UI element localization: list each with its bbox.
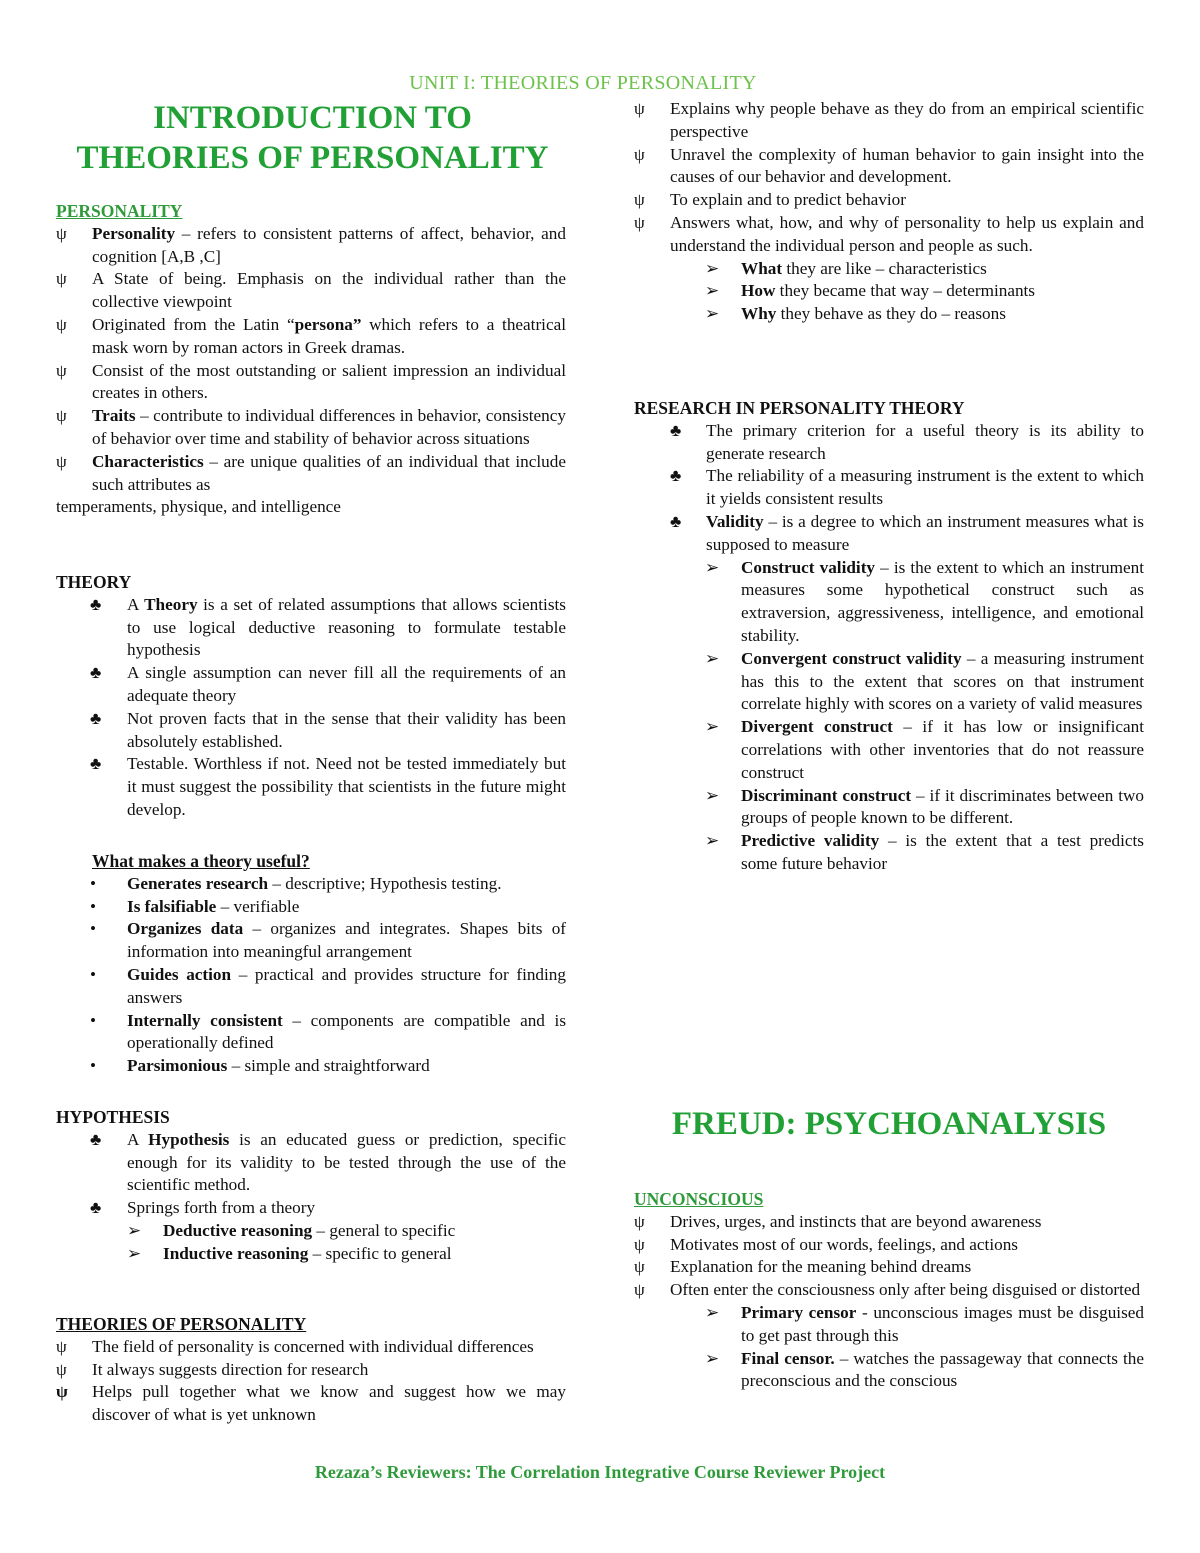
list-item: ψ Unravel the complexity of human behavior to gain insight into the causes of our behavior and development. (634, 144, 1144, 187)
psi-bullet-icon: ψ (56, 406, 67, 426)
arrow-bullet-icon: ➢ (705, 557, 720, 577)
psi-bullet-icon: ψ (634, 1211, 645, 1231)
theory-section (56, 571, 566, 822)
page-title (40, 98, 585, 178)
page-footer: Rezaza’s Reviewers: The Correlation Integrative Course Reviewer Project (314, 1462, 886, 1482)
psi-bullet-icon: ψ (56, 269, 67, 289)
psi-bullet-icon: ψ (634, 1280, 645, 1300)
research-section (634, 397, 1144, 876)
list-item: ➢ Discriminant construct – if it discriminates between two groups of people known to be different. (705, 785, 1144, 828)
dot-bullet-icon: • (90, 964, 97, 984)
arrow-bullet-icon: ➢ (705, 785, 720, 805)
theory-heading: THEORY (56, 572, 132, 592)
arrow-bullet-icon: ➢ (705, 648, 720, 668)
psi-bullet-icon: ψ (634, 144, 645, 164)
psi-bullet-icon: ψ (56, 314, 67, 334)
club-bullet-icon: ♣ (90, 754, 102, 774)
list-item: ψ Originated from the Latin “persona” which refers to a theatrical mask worn by roman actors in Greek dramas. (56, 314, 566, 357)
list-item: ♣ A single assumption can never fill all the requirements of an adequate theory (90, 663, 566, 705)
personality-section (56, 200, 566, 519)
personality-list (56, 223, 566, 497)
list-item: • Organizes data – organizes and integrates. Shapes bits of information into meaningful arrangement (90, 919, 567, 962)
useful-heading: What makes a theory useful? (92, 851, 310, 871)
unit-header: UNIT I: THEORIES OF PERSONALITY (409, 72, 757, 94)
psi-bullet-icon: ψ (56, 1359, 67, 1379)
psi-bullet-icon: ψ (56, 223, 67, 243)
list-item: ♣ The reliability of a measuring instrument is the extent to which it yields consistent results (670, 466, 1144, 509)
arrow-bullet-icon: ➢ (705, 1302, 720, 1322)
research-list (634, 420, 1144, 557)
page-title-line-1: INTRODUCTION TO (153, 100, 472, 136)
list-item: ➢ Convergent construct validity – a measuring instrument has this to the extent that scores on that instrument correlate highly with scores on a variety of valid measures (705, 648, 1145, 714)
club-bullet-icon: ♣ (90, 594, 102, 614)
unconscious-sub-list (634, 1302, 1144, 1393)
theory-list (56, 594, 566, 822)
list-item: ♣ Not proven facts that in the sense that their validity has been absolutely established. (90, 708, 566, 751)
theories-heading: THEORIES OF PERSONALITY (56, 1314, 307, 1334)
hypothesis-section (56, 1106, 566, 1266)
list-item: ➢ Final censor. – watches the passageway that connects the preconscious and the conscious (705, 1348, 1144, 1391)
psi-bullet-icon: ψ (56, 451, 67, 471)
list-item: ➢ Deductive reasoning – general to specific (56, 1220, 566, 1243)
arrow-bullet-icon: ➢ (705, 1348, 720, 1368)
research-sub-list (634, 557, 1144, 876)
dot-bullet-icon: • (90, 1056, 97, 1076)
list-item: • Parsimonious – simple and straightforward (56, 1055, 566, 1078)
list-item: ψ Consist of the most outstanding or salient impression an individual creates in others. (56, 360, 566, 403)
theories-list (56, 1336, 566, 1427)
club-bullet-icon: ♣ (90, 663, 102, 683)
list-item: ψ Personality – refers to consistent patterns of affect, behavior, and cognition [A,B ,C] (56, 223, 566, 266)
list-item: ψ Explanation for the meaning behind dreams (634, 1256, 1144, 1279)
list-item: ψ Motivates most of our words, feelings, and actions (634, 1234, 1144, 1257)
club-bullet-icon: ♣ (670, 511, 682, 531)
psi-bullet-icon: ψ (634, 212, 645, 232)
list-item: ψ Drives, urges, and instincts that are beyond awareness (634, 1211, 1144, 1234)
unconscious-list (634, 1211, 1144, 1302)
purpose-section (634, 98, 1144, 326)
freud-title: FREUD: PSYCHOANALYSIS (671, 1106, 1107, 1142)
useful-section (56, 850, 566, 1078)
dot-bullet-icon: • (90, 1010, 97, 1030)
list-item: ψ Helps pull together what we know and suggest how we may discover of what is yet unknown (56, 1382, 566, 1425)
list-item: ψ Answers what, how, and why of personality to help us explain and understand the individual person and people as such. (634, 212, 1144, 255)
list-item: ➢ Construct validity – is the extent to which an instrument measures some hypothetical construct such as extraversion, aggressiveness, intelligence, and emotional stability. (705, 557, 1144, 645)
list-item: ♣ Validity – is a degree to which an instrument measures what is supposed to measure (670, 511, 1144, 554)
arrow-bullet-icon: ➢ (127, 1220, 142, 1240)
psi-bullet-icon: ψ (56, 1336, 67, 1356)
useful-list (56, 873, 566, 1078)
arrow-bullet-icon: ➢ (705, 717, 720, 737)
list-item: ψ To explain and to predict behavior (634, 189, 1144, 212)
hypothesis-list (56, 1129, 566, 1220)
list-item: ψ Often enter the consciousness only after being disguised or distorted (634, 1279, 1144, 1302)
club-bullet-icon: ♣ (90, 708, 102, 728)
purpose-list (634, 98, 1144, 258)
list-item: ψ Explains why people behave as they do from an empirical scientific perspective (634, 99, 1144, 141)
psi-bullet-icon: ψ (634, 99, 645, 118)
unconscious-heading: UNCONSCIOUS (634, 1189, 764, 1209)
list-item: ♣ A Theory is a set of related assumptions that allows scientists to use logical deductive reasoning to formulate testable hypothesis (90, 594, 566, 660)
list-item: ➢ Why they behave as they do – reasons (634, 303, 1144, 326)
list-item: ψ Characteristics – are unique qualities of an individual that include such attributes as (56, 451, 566, 494)
dot-bullet-icon: • (90, 896, 97, 916)
arrow-bullet-icon: ➢ (705, 304, 720, 324)
list-item: ➢ Primary censor - unconscious images must be disguised to get past through this (705, 1302, 1144, 1345)
list-item: ♣ A Hypothesis is an educated guess or prediction, specific enough for its validity to be tested through the use of the scientific method. (90, 1129, 566, 1195)
theories-section (56, 1313, 566, 1427)
arrow-bullet-icon: ➢ (705, 831, 720, 851)
psi-bullet-icon: ψ (634, 1234, 645, 1254)
list-item: • Guides action – practical and provides structure for finding answers (90, 964, 566, 1007)
list-item: ♣ Springs forth from a theory (56, 1197, 566, 1220)
research-heading: RESEARCH IN PERSONALITY THEORY (634, 398, 965, 418)
arrow-bullet-icon: ➢ (705, 281, 720, 301)
unconscious-section (634, 1188, 1144, 1393)
dot-bullet-icon: • (90, 919, 97, 939)
page-title-line-2: THEORIES OF PERSONALITY (76, 140, 549, 176)
list-item: ➢ How they became that way – determinants (634, 280, 1144, 303)
list-item: ♣ Testable. Worthless if not. Need not be tested immediately but it must suggest the possibility that scientists in the future might develop. (90, 754, 566, 819)
psi-bullet-icon: ψ (56, 1382, 68, 1402)
list-item: ψ A State of being. Emphasis on the individual rather than the collective viewpoint (56, 269, 566, 312)
list-item: ➢ Divergent construct – if it has low or insignificant correlations with other inventories that do not reassure construct (705, 717, 1144, 782)
list-item: ψ Traits – contribute to individual differences in behavior, consistency of behavior over time and stability of behavior across situations (56, 406, 566, 448)
arrow-bullet-icon: ➢ (705, 258, 720, 278)
personality-trailing-text: temperaments, physique, and intelligence (56, 497, 341, 517)
arrow-bullet-icon: ➢ (127, 1243, 142, 1263)
list-item: ♣ The primary criterion for a useful theory is its ability to generate research (670, 420, 1144, 463)
club-bullet-icon: ♣ (670, 420, 682, 440)
list-item: ψ The field of personality is concerned with individual differences (56, 1336, 566, 1359)
list-item: ➢ What they are like – characteristics (634, 258, 1144, 281)
list-item: ψ It always suggests direction for research (56, 1359, 566, 1382)
list-item: ➢ Predictive validity – is the extent that a test predicts some future behavior (705, 831, 1144, 873)
club-bullet-icon: ♣ (90, 1198, 102, 1218)
list-item: • Is falsifiable – verifiable (56, 896, 566, 919)
hypothesis-heading: HYPOTHESIS (56, 1107, 170, 1127)
club-bullet-icon: ♣ (90, 1129, 102, 1149)
psi-bullet-icon: ψ (56, 360, 67, 380)
psi-bullet-icon: ψ (634, 1257, 645, 1277)
personality-heading: PERSONALITY (56, 201, 183, 221)
club-bullet-icon: ♣ (670, 466, 682, 486)
list-item: • Internally consistent – components are compatible and is operationally defined (90, 1010, 567, 1053)
purpose-sub-list (634, 258, 1144, 326)
hypothesis-sub-list (56, 1220, 566, 1266)
psi-bullet-icon: ψ (634, 190, 645, 210)
list-item: ➢ Inductive reasoning – specific to general (56, 1243, 566, 1266)
dot-bullet-icon: • (90, 873, 97, 893)
list-item: • Generates research – descriptive; Hypothesis testing. (56, 873, 566, 896)
